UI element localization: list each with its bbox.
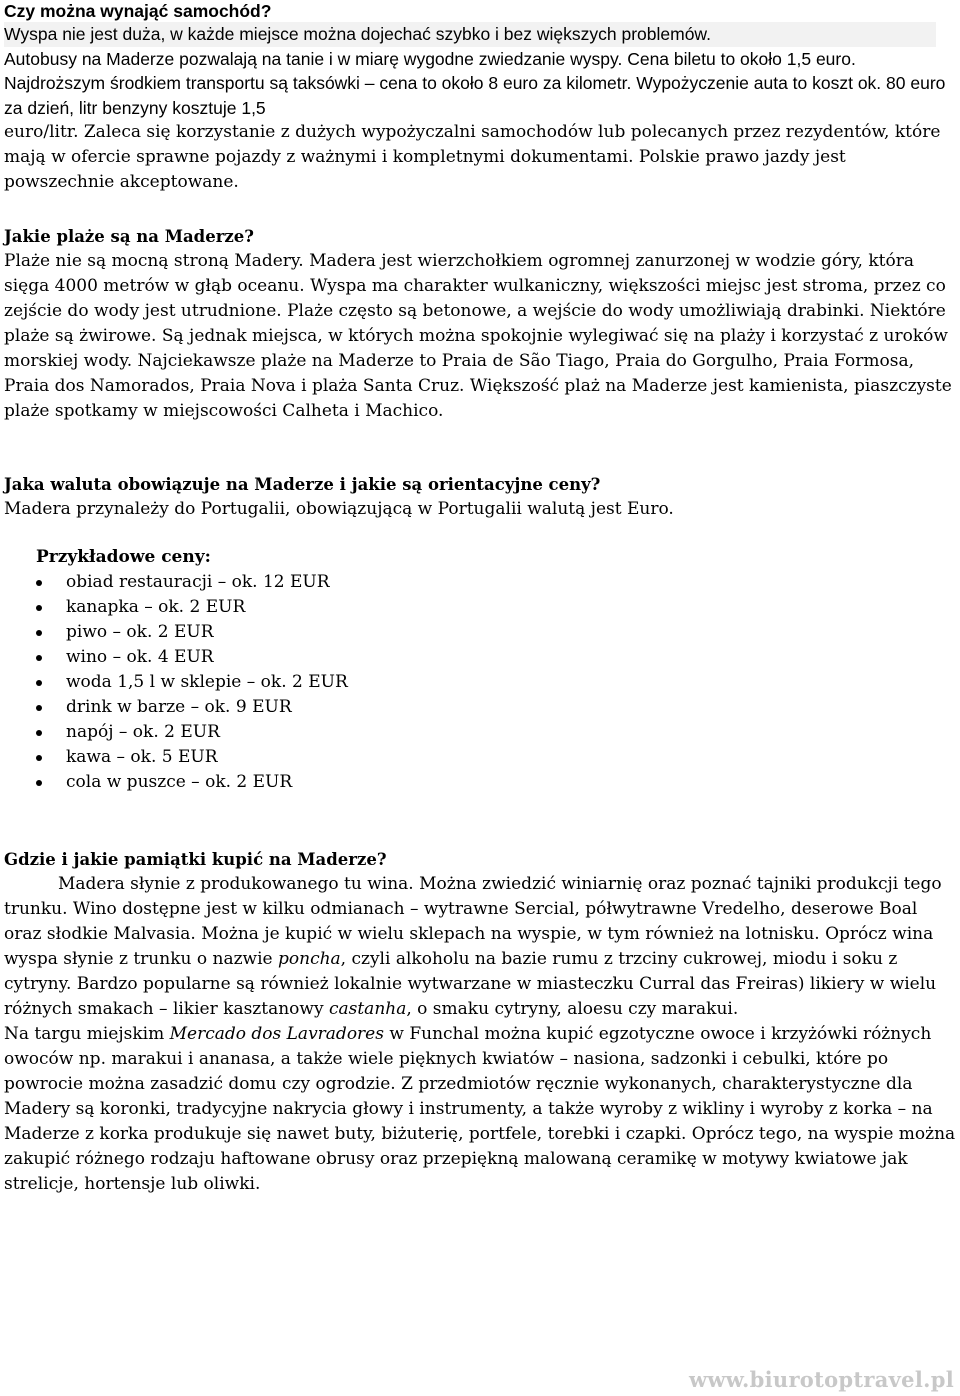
car-rental-section <box>4 0 956 195</box>
price-item: cola w puszce – ok. 2 EUR <box>32 770 932 795</box>
bullet-icon <box>36 580 42 586</box>
beaches-text: Plaże nie są mocną stroną Madery. Madera jest wierzchołkiem ogromnej zanurzonej w wodzie góry, która sięga 4000 metrów w głąb oceanu. Wyspa ma charakter wulkaniczny, większości miejsc jest stroma, przez co zejście do wody jest utrudnione. Plaże często są betonowe, a wejście do wody umożliwiają drabinki. Niektóre plaże są żwirowe. Są jednak miejsca, w których można spokojnie wylegiwać się na plaży i korzystać z uroków morskiej wody. Najciekawsze plaże na Maderze to Praia de São Tiago, Praia do Gorgulho, Praia Formosa, Praia dos Namorados, Praia Nova i plaża Santa Cruz. Większość plaż na Maderze jest kamienista, piaszczyste plaże spotkamy w miejscowości Calheta i Machico. <box>4 251 952 421</box>
bullet-icon <box>36 780 42 786</box>
prices-section <box>32 545 932 795</box>
price-item: piwo – ok. 2 EUR <box>32 620 932 645</box>
price-item: wino – ok. 4 EUR <box>32 645 932 670</box>
car-rental-intro-line: Wyspa nie jest duża, w każde miejsce można dojechać szybko i bez większych problemów. <box>4 22 936 47</box>
car-rental-heading: Czy można wynająć samochód? <box>4 1 272 21</box>
price-item: woda 1,5 l w sklepie – ok. 2 EUR <box>32 670 932 695</box>
price-item: obiad restauracji – ok. 12 EUR <box>32 570 932 595</box>
currency-heading: Jaka waluta obowiązuje na Maderze i jakie są orientacyjne ceny? <box>4 475 601 494</box>
prices-list <box>32 570 932 795</box>
beaches-section <box>4 224 956 424</box>
currency-text: Madera przynależy do Portugalii, obowiązującą w Portugalii walutą jest Euro. <box>4 499 674 519</box>
car-rental-advice-text: euro/litr. Zaleca się korzystanie z dużych wypożyczalni samochodów lub polecanych przez rezydentów, które mają w ofercie sprawne pojazdy z ważnymi i kompletnymi dokumentami. Polskie prawo jazdy jest powszechnie akceptowane. <box>4 122 941 192</box>
souvenirs-wine-paragraph: Madera słynie z produkowanego tu wina. Można zwiedzić winiarnię oraz poznać tajniki produkcji tego trunku. Wino dostępne jest w kilku odmianach – wytrawne Sercial, półwytrawne Vredelho, deserowe Boal oraz słodkie Malvasia. Można je kupić w wielu sklepach na wyspie, w tym również na lotnisku. Oprócz wina wyspa słynie z trunku o nazwie poncha, czyli alkoholu na bazie rumu z trzciny cukrowej, miodu i soku z cytryny. Bardzo popularne są również lokalnie wytwarzane w miasteczku Curral das Freiras) likiery w wielu różnych smakach – likier kasztanowy castanha, o smaku cytryny, aloesu czy marakui. <box>4 874 942 1019</box>
car-rental-transport-text: Autobusy na Maderze pozwalają na tanie i w miarę wygodne zwiedzanie wyspy. Cena biletu to około 1,5 euro. Najdroższym środkiem transportu są taksówki – cena to około 8 euro za kilometr. Wypożyczenie auta to koszt ok. 80 euro za dzień, litr benzyny kosztuje 1,5 <box>4 48 946 118</box>
bullet-icon <box>36 630 42 636</box>
price-item: drink w barze – ok. 9 EUR <box>32 695 932 720</box>
footer-watermark: www.biurotoptravel.pl <box>688 1367 954 1392</box>
bullet-icon <box>36 755 42 761</box>
currency-section <box>4 472 956 522</box>
bullet-icon <box>36 705 42 711</box>
souvenirs-market-paragraph: Na targu miejskim Mercado dos Lavradores w Funchal można kupić egzotyczne owoce i krzyżówki różnych owoców np. marakui i ananasa, a także wiele pięknych kwiatów – nasiona, sadzonki i cebulki, które po powrocie można zasadzić domu czy ogrodzie. Z przedmiotów ręcznie wykonanych, charakterystyczne dla Madery są koronki, tradycyjne nakrycia głowy i instrumenty, a także wyroby z wikliny i wyroby z korka – na Maderze z korka produkuje się nawet buty, biżuterię, portfele, torebki i czapki. Oprócz tego, na wyspie można zakupić różnego rodzaju haftowane obrusy oraz przepiękną malowaną ceramikę w motywy kwiatowe jak strelicje, hortensje lub oliwki. <box>4 1024 956 1194</box>
price-item: napój – ok. 2 EUR <box>32 720 932 745</box>
bullet-icon <box>36 605 42 611</box>
souvenirs-section <box>4 847 956 1197</box>
bullet-icon <box>36 655 42 661</box>
price-item: kanapka – ok. 2 EUR <box>32 595 932 620</box>
souvenirs-heading: Gdzie i jakie pamiątki kupić na Maderze? <box>4 850 387 869</box>
prices-title: Przykładowe ceny: <box>36 547 211 567</box>
price-item: kawa – ok. 5 EUR <box>32 745 932 770</box>
bullet-icon <box>36 730 42 736</box>
beaches-heading: Jakie plaże są na Maderze? <box>4 227 254 246</box>
bullet-icon <box>36 680 42 686</box>
